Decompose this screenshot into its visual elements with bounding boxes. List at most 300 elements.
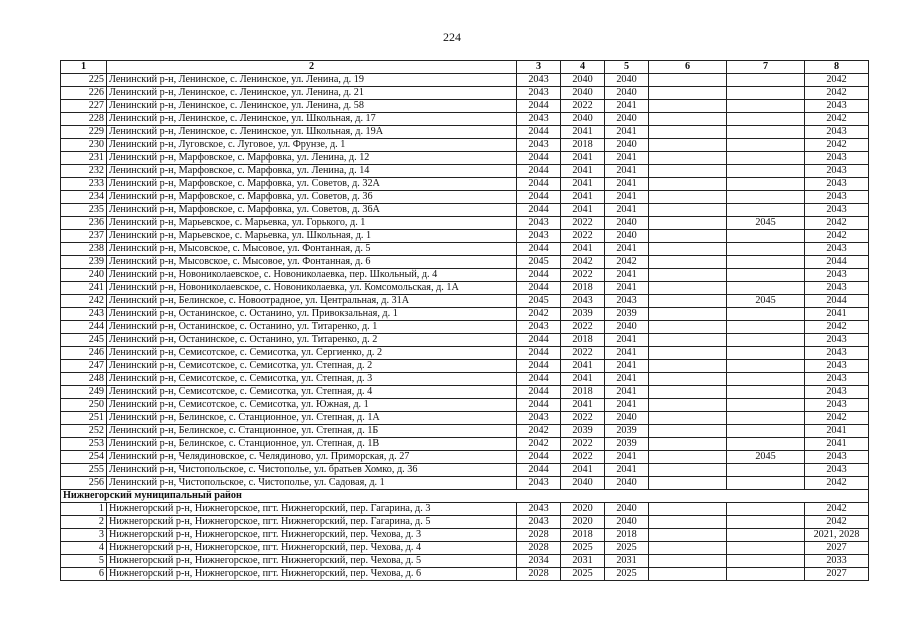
table-cell [649, 477, 727, 490]
table-cell: 2045 [517, 295, 561, 308]
table-cell: 2041 [805, 308, 869, 321]
table-cell [727, 165, 805, 178]
table-cell: 2044 [805, 295, 869, 308]
table-cell: Ленинский р-н, Марфовское, с. Марфовка, ул. Ленина, д. 14 [107, 165, 517, 178]
table-cell: 2022 [561, 217, 605, 230]
table-cell [649, 334, 727, 347]
table-cell [727, 373, 805, 386]
table-cell: Нижнегорский р-н, Нижнегорское, пгт. Нижнегорский, пер. Гагарина, д. 3 [107, 503, 517, 516]
table-cell: 2043 [805, 360, 869, 373]
table-cell: Ленинский р-н, Марьевское, с. Марьевка, ул. Школьная, д. 1 [107, 230, 517, 243]
table-cell: Ленинский р-н, Мысовское, с. Мысовое, ул. Фонтанная, д. 6 [107, 256, 517, 269]
table-cell: 227 [61, 100, 107, 113]
table-row [61, 308, 869, 321]
table-cell: 2042 [805, 87, 869, 100]
table-cell [727, 386, 805, 399]
table-row [61, 100, 869, 113]
table-row [61, 295, 869, 308]
table-cell [649, 295, 727, 308]
table-cell [649, 87, 727, 100]
table-cell: 2044 [517, 360, 561, 373]
table-cell: 2018 [605, 529, 649, 542]
table-cell: 246 [61, 347, 107, 360]
table-cell: 2041 [561, 126, 605, 139]
table-cell: 2044 [517, 451, 561, 464]
table-cell: 2043 [561, 295, 605, 308]
table-cell: 2018 [561, 529, 605, 542]
table-cell: 2044 [517, 269, 561, 282]
table-cell: 2042 [605, 256, 649, 269]
table-cell: 2028 [517, 568, 561, 581]
table-cell: 2031 [605, 555, 649, 568]
table-cell: Ленинский р-н, Ленинское, с. Ленинское, ул. Школьная, д. 19А [107, 126, 517, 139]
table-cell: Ленинский р-н, Чистопольское, с. Чистополье, ул. братьев Хомко, д. 36 [107, 464, 517, 477]
table-cell: 2041 [561, 191, 605, 204]
table-cell: Ленинский р-н, Семисотское, с. Семисотка, ул. Степная, д. 4 [107, 386, 517, 399]
table-cell: 2044 [517, 191, 561, 204]
table-cell: 2043 [805, 204, 869, 217]
table-cell: 2025 [561, 542, 605, 555]
table-cell [727, 464, 805, 477]
table-cell: 2045 [727, 217, 805, 230]
table-cell: 2027 [805, 542, 869, 555]
table-cell: 2040 [605, 503, 649, 516]
table-cell: 2044 [517, 334, 561, 347]
table-cell: Ленинский р-н, Марфовское, с. Марфовка, ул. Советов, д. 32А [107, 178, 517, 191]
table-cell: 231 [61, 152, 107, 165]
table-cell [727, 399, 805, 412]
table-cell: Нижнегорский р-н, Нижнегорское, пгт. Нижнегорский, пер. Чехова, д. 5 [107, 555, 517, 568]
table-row [61, 529, 869, 542]
table-cell: 2041 [605, 360, 649, 373]
table-row [61, 256, 869, 269]
table-cell: Ленинский р-н, Мысовское, с. Мысовое, ул. Фонтанная, д. 5 [107, 243, 517, 256]
table-cell: 2043 [517, 87, 561, 100]
table-cell [649, 74, 727, 87]
table-cell: 2042 [517, 425, 561, 438]
table-row [61, 334, 869, 347]
table-cell: 2042 [517, 308, 561, 321]
table-cell: 2042 [561, 256, 605, 269]
table-cell: 2043 [805, 100, 869, 113]
table-cell: 2043 [805, 152, 869, 165]
section-row [61, 490, 869, 503]
table-cell [649, 321, 727, 334]
column-header: 1 [61, 61, 107, 74]
table-cell: 251 [61, 412, 107, 425]
table-cell [649, 139, 727, 152]
table-cell: 2041 [561, 373, 605, 386]
table-cell: 2043 [517, 230, 561, 243]
table-cell: 2028 [517, 529, 561, 542]
table-cell [727, 438, 805, 451]
table-cell: 240 [61, 269, 107, 282]
table-cell [727, 256, 805, 269]
table-cell [649, 438, 727, 451]
table-row [61, 373, 869, 386]
table-cell: Ленинский р-н, Луговское, с. Луговое, ул. Фрунзе, д. 1 [107, 139, 517, 152]
table-cell: 2018 [561, 386, 605, 399]
table-row [61, 126, 869, 139]
table-cell: 2040 [605, 230, 649, 243]
table-cell: 2039 [605, 438, 649, 451]
table-cell [727, 139, 805, 152]
table-row [61, 568, 869, 581]
table-cell [727, 503, 805, 516]
table-row [61, 555, 869, 568]
table-cell [727, 230, 805, 243]
table-cell: Ленинский р-н, Останинское, с. Останино, ул. Привокзальная, д. 1 [107, 308, 517, 321]
table-cell: 252 [61, 425, 107, 438]
section-title: Нижнегорский муниципальный район [61, 490, 869, 503]
table-cell: 2042 [805, 113, 869, 126]
table-cell: Нижнегорский р-н, Нижнегорское, пгт. Нижнегорский, пер. Гагарина, д. 5 [107, 516, 517, 529]
table-cell: Ленинский р-н, Белинское, с. Станционное, ул. Степная, д. 1Б [107, 425, 517, 438]
table-cell: 2041 [605, 152, 649, 165]
table-cell [727, 74, 805, 87]
table-cell: 2044 [517, 373, 561, 386]
table-row [61, 165, 869, 178]
table-cell: 2041 [605, 282, 649, 295]
table-cell: 2045 [727, 451, 805, 464]
table-cell: Ленинский р-н, Останинское, с. Останино, ул. Титаренко, д. 2 [107, 334, 517, 347]
column-header: 8 [805, 61, 869, 74]
table-row [61, 542, 869, 555]
table-cell: 2043 [805, 451, 869, 464]
table-cell: 2043 [517, 503, 561, 516]
table-cell: 2041 [561, 399, 605, 412]
table-cell: 2043 [805, 178, 869, 191]
table-cell: 2043 [805, 243, 869, 256]
table-cell: 2040 [605, 113, 649, 126]
table-cell: 2043 [805, 191, 869, 204]
table-cell [649, 516, 727, 529]
table-cell: 2022 [561, 230, 605, 243]
table-cell: Ленинский р-н, Останинское, с. Останино, ул. Титаренко, д. 1 [107, 321, 517, 334]
table-cell: Ленинский р-н, Марфовское, с. Марфовка, ул. Ленина, д. 12 [107, 152, 517, 165]
table-cell: 236 [61, 217, 107, 230]
table-cell [649, 399, 727, 412]
table-cell: 242 [61, 295, 107, 308]
table-cell: 2041 [805, 425, 869, 438]
table-cell: 249 [61, 386, 107, 399]
table-cell: 2043 [805, 373, 869, 386]
table-cell: 2040 [605, 412, 649, 425]
table-cell: Ленинский р-н, Ленинское, с. Ленинское, ул. Ленина, д. 19 [107, 74, 517, 87]
table-cell [727, 243, 805, 256]
table-cell [649, 464, 727, 477]
table-cell: 2040 [561, 74, 605, 87]
table-cell [649, 217, 727, 230]
table-cell: 2033 [805, 555, 869, 568]
table-cell [649, 178, 727, 191]
column-header: 5 [605, 61, 649, 74]
table-cell [649, 386, 727, 399]
table-cell: 2043 [805, 347, 869, 360]
table-row [61, 230, 869, 243]
table-cell: 2041 [561, 243, 605, 256]
table-cell [727, 529, 805, 542]
table-cell: 2041 [605, 178, 649, 191]
table-cell: 2044 [517, 282, 561, 295]
table-cell: 2043 [805, 165, 869, 178]
table-cell [727, 425, 805, 438]
table-cell: 2025 [605, 542, 649, 555]
table-cell [649, 100, 727, 113]
table-cell: 2042 [805, 74, 869, 87]
table-cell: Ленинский р-н, Семисотское, с. Семисотка, ул. Сергиенко, д. 2 [107, 347, 517, 360]
table-cell: 232 [61, 165, 107, 178]
table-cell: 2043 [805, 282, 869, 295]
table-cell: 2041 [561, 165, 605, 178]
table-cell: 2044 [517, 347, 561, 360]
table-cell: 2022 [561, 269, 605, 282]
table-cell [727, 191, 805, 204]
table-cell: 5 [61, 555, 107, 568]
table-row [61, 152, 869, 165]
table-cell: 250 [61, 399, 107, 412]
table-cell: 2041 [605, 334, 649, 347]
table-row [61, 347, 869, 360]
table-cell [727, 334, 805, 347]
table-cell: 2042 [805, 230, 869, 243]
column-header: 7 [727, 61, 805, 74]
table-row [61, 87, 869, 100]
table-cell: 2041 [605, 347, 649, 360]
table-cell [649, 542, 727, 555]
table-cell: 2039 [605, 425, 649, 438]
table-cell: 2031 [561, 555, 605, 568]
table-cell: 2042 [805, 412, 869, 425]
table-cell: 2021, 2028 [805, 529, 869, 542]
table-cell: 2039 [561, 308, 605, 321]
header-row [61, 61, 869, 74]
table-cell: 6 [61, 568, 107, 581]
table-cell [649, 230, 727, 243]
table-cell: 225 [61, 74, 107, 87]
table-row [61, 503, 869, 516]
column-header: 3 [517, 61, 561, 74]
table-cell: 233 [61, 178, 107, 191]
table-cell [649, 529, 727, 542]
table-row [61, 74, 869, 87]
table-cell: 2043 [517, 516, 561, 529]
table-cell: 2040 [605, 477, 649, 490]
table-cell [727, 321, 805, 334]
table-cell: 248 [61, 373, 107, 386]
table-cell [649, 412, 727, 425]
table-cell: 2043 [517, 477, 561, 490]
table-cell [727, 308, 805, 321]
table-cell: Ленинский р-н, Марфовское, с. Марфовка, ул. Советов, д. 36 [107, 191, 517, 204]
table-cell: Ленинский р-н, Ленинское, с. Ленинское, ул. Ленина, д. 58 [107, 100, 517, 113]
table-cell: 2040 [605, 139, 649, 152]
table-cell [727, 347, 805, 360]
table-cell [649, 555, 727, 568]
table-cell: 229 [61, 126, 107, 139]
table-cell: 2025 [561, 568, 605, 581]
table-row [61, 139, 869, 152]
table-cell [727, 152, 805, 165]
table-cell: 2043 [805, 126, 869, 139]
table-cell: Ленинский р-н, Чистопольское, с. Чистополье, ул. Садовая, д. 1 [107, 477, 517, 490]
table-row [61, 464, 869, 477]
table-cell [649, 243, 727, 256]
table-cell: 2045 [727, 295, 805, 308]
table-cell: 2040 [561, 87, 605, 100]
table-cell: 2043 [517, 412, 561, 425]
table-cell: 2044 [517, 152, 561, 165]
table-cell [649, 165, 727, 178]
table-cell: 243 [61, 308, 107, 321]
table-cell: Ленинский р-н, Новониколаевское, с. Новониколаевка, ул. Комсомольская, д. 1А [107, 282, 517, 295]
table-cell [727, 178, 805, 191]
table-cell: 2040 [561, 113, 605, 126]
table-cell: 2041 [605, 191, 649, 204]
table-cell: 2018 [561, 139, 605, 152]
table-cell: 2022 [561, 412, 605, 425]
table-cell: 2043 [805, 386, 869, 399]
table-cell: 2041 [605, 243, 649, 256]
table-cell: 241 [61, 282, 107, 295]
table-cell: 256 [61, 477, 107, 490]
table-cell: 2041 [561, 152, 605, 165]
table-cell [649, 373, 727, 386]
table-row [61, 386, 869, 399]
table-row [61, 516, 869, 529]
table-cell: 2041 [605, 126, 649, 139]
table-cell: 2043 [605, 295, 649, 308]
table-cell [727, 555, 805, 568]
table-cell: 3 [61, 529, 107, 542]
table-cell: 2040 [605, 321, 649, 334]
table-cell: 2041 [605, 464, 649, 477]
table-row [61, 243, 869, 256]
table-row [61, 217, 869, 230]
table-cell: 2044 [517, 126, 561, 139]
table-cell: 235 [61, 204, 107, 217]
table-cell: 2044 [517, 165, 561, 178]
table-cell: 2041 [605, 204, 649, 217]
table-cell: 4 [61, 542, 107, 555]
table-cell [649, 191, 727, 204]
table-cell: 2045 [517, 256, 561, 269]
table-cell: 2027 [805, 568, 869, 581]
table-cell: 2041 [561, 464, 605, 477]
table-cell: Ленинский р-н, Белинское, с. Станционное, ул. Степная, д. 1В [107, 438, 517, 451]
table-cell [727, 269, 805, 282]
table-cell: 2043 [517, 74, 561, 87]
table-cell: 237 [61, 230, 107, 243]
table-cell [727, 204, 805, 217]
table-cell: Ленинский р-н, Марьевское, с. Марьевка, ул. Горького, д. 1 [107, 217, 517, 230]
table-row [61, 477, 869, 490]
table-cell: 2022 [561, 347, 605, 360]
table-cell: Ленинский р-н, Семисотское, с. Семисотка, ул. Южная, д. 1 [107, 399, 517, 412]
table-cell: 2022 [561, 100, 605, 113]
table-cell: 254 [61, 451, 107, 464]
table-cell [727, 360, 805, 373]
table-cell [649, 451, 727, 464]
table-cell: 2022 [561, 438, 605, 451]
table-row [61, 282, 869, 295]
table-cell: 2040 [561, 477, 605, 490]
table-cell: 255 [61, 464, 107, 477]
table-cell: 2041 [605, 451, 649, 464]
table-cell: 2042 [805, 217, 869, 230]
table-cell [727, 516, 805, 529]
table-cell: 2039 [561, 425, 605, 438]
table-cell [727, 412, 805, 425]
table-cell: Ленинский р-н, Белинское, с. Станционное, ул. Степная, д. 1А [107, 412, 517, 425]
table-cell: 2018 [561, 334, 605, 347]
table-cell: 2041 [561, 360, 605, 373]
table-cell: 253 [61, 438, 107, 451]
table-cell: 2044 [517, 464, 561, 477]
table-cell: 2044 [805, 256, 869, 269]
table-cell: Ленинский р-н, Новониколаевское, с. Новониколаевка, пер. Школьный, д. 4 [107, 269, 517, 282]
table-cell: 2041 [605, 165, 649, 178]
table-cell: Нижнегорский р-н, Нижнегорское, пгт. Нижнегорский, пер. Чехова, д. 6 [107, 568, 517, 581]
table-row [61, 451, 869, 464]
table-cell: Нижнегорский р-н, Нижнегорское, пгт. Нижнегорский, пер. Чехова, д. 3 [107, 529, 517, 542]
table-cell: 2020 [561, 503, 605, 516]
table-row [61, 178, 869, 191]
table-cell: 2042 [805, 516, 869, 529]
table-cell: 247 [61, 360, 107, 373]
table-cell: 2043 [805, 269, 869, 282]
table-row [61, 438, 869, 451]
table-cell: 2028 [517, 542, 561, 555]
table-cell: Ленинский р-н, Марфовское, с. Марфовка, ул. Советов, д. 36А [107, 204, 517, 217]
page-number: 224 [443, 30, 461, 44]
column-header: 6 [649, 61, 727, 74]
table-cell [649, 308, 727, 321]
table-cell: 2044 [517, 243, 561, 256]
table-cell [649, 152, 727, 165]
table-cell [727, 282, 805, 295]
table-cell [727, 87, 805, 100]
table-cell: 238 [61, 243, 107, 256]
table-cell: 244 [61, 321, 107, 334]
table-cell: 2044 [517, 399, 561, 412]
table-cell: 2039 [605, 308, 649, 321]
table-cell [727, 568, 805, 581]
table-cell [649, 282, 727, 295]
table-cell: 2043 [805, 399, 869, 412]
column-header: 4 [561, 61, 605, 74]
table-cell: 2043 [517, 139, 561, 152]
table-cell: Ленинский р-н, Ленинское, с. Ленинское, ул. Школьная, д. 17 [107, 113, 517, 126]
table-row [61, 113, 869, 126]
table-cell: 2044 [517, 100, 561, 113]
table-cell: 2040 [605, 87, 649, 100]
table-cell: 2043 [517, 113, 561, 126]
table-cell: 228 [61, 113, 107, 126]
table-cell [649, 113, 727, 126]
table-cell [727, 542, 805, 555]
table-cell: 2041 [605, 373, 649, 386]
table-cell: 2044 [517, 178, 561, 191]
table-cell: 2043 [805, 334, 869, 347]
table-cell: 2042 [805, 321, 869, 334]
table-row [61, 399, 869, 412]
table-cell: 226 [61, 87, 107, 100]
table-cell: 2042 [805, 139, 869, 152]
table-cell: 2044 [517, 204, 561, 217]
table-row [61, 269, 869, 282]
table-cell: 2025 [605, 568, 649, 581]
